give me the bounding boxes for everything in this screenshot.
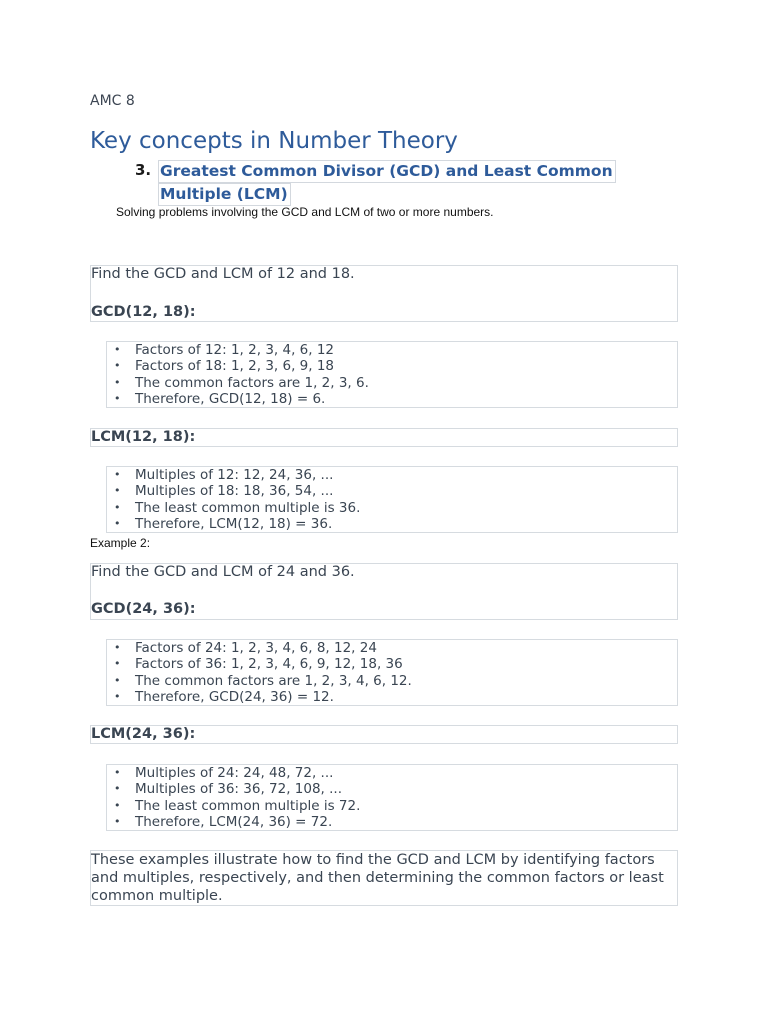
list-item: • Therefore, LCM(12, 18) = 36. (135, 516, 677, 532)
example2-lcm-heading-box (90, 725, 678, 744)
list-item: • Multiples of 24: 24, 48, 72, ... (135, 765, 677, 781)
example1-lcm-list (106, 466, 678, 533)
example2-label: Example 2: (90, 536, 151, 550)
list-item: • Factors of 18: 1, 2, 3, 6, 9, 18 (135, 358, 677, 374)
example1-lcm-heading-box (90, 428, 678, 447)
example1-prompt: Find the GCD and LCM of 12 and 18. (91, 266, 355, 282)
closing-paragraph: These examples illustrate how to find the GCD and LCM by identifying factors and multiples, respectively, and then determining the common factors or least common multiple. (90, 850, 678, 906)
list-item: • The common factors are 1, 2, 3, 4, 6, 12. (135, 673, 677, 689)
example2-prompt: Find the GCD and LCM of 24 and 36. (91, 564, 355, 580)
list-item: • The common factors are 1, 2, 3, 6. (135, 375, 677, 391)
page-title: Key concepts in Number Theory (90, 128, 458, 154)
list-item: • Therefore, LCM(24, 36) = 72. (135, 814, 677, 830)
section-intro: Solving problems involving the GCD and LCM of two or more numbers. (116, 205, 494, 219)
list-item: • Multiples of 12: 12, 24, 36, ... (135, 467, 677, 483)
list-item: • Therefore, GCD(24, 36) = 12. (135, 689, 677, 705)
example2-prompt-box (90, 563, 678, 620)
list-item: • Factors of 36: 1, 2, 3, 4, 6, 9, 12, 18, 36 (135, 656, 677, 672)
list-item: • Multiples of 36: 36, 72, 108, ... (135, 781, 677, 797)
section-number: 3. (135, 161, 152, 179)
document-header: AMC 8 (90, 93, 135, 109)
example2-lcm-heading: LCM(24, 36): (91, 726, 196, 742)
section-heading-line1: Greatest Common Divisor (GCD) and Least Common (158, 160, 616, 183)
list-item: • Factors of 24: 1, 2, 3, 4, 6, 8, 12, 24 (135, 640, 677, 656)
list-item: • The least common multiple is 72. (135, 798, 677, 814)
example1-gcd-heading: GCD(12, 18): (91, 304, 196, 320)
example1-lcm-heading: LCM(12, 18): (91, 429, 196, 445)
example2-gcd-heading: GCD(24, 36): (91, 601, 196, 617)
example1-prompt-box (90, 265, 678, 322)
example1-gcd-list (106, 341, 678, 408)
example2-lcm-list (106, 764, 678, 831)
list-item: • Multiples of 18: 18, 36, 54, ... (135, 483, 677, 499)
list-item: • The least common multiple is 36. (135, 500, 677, 516)
list-item: • Factors of 12: 1, 2, 3, 4, 6, 12 (135, 342, 677, 358)
section-heading-line2: Multiple (LCM) (158, 183, 291, 206)
list-item: • Therefore, GCD(12, 18) = 6. (135, 391, 677, 407)
section-heading (158, 160, 640, 206)
example2-gcd-list (106, 639, 678, 706)
